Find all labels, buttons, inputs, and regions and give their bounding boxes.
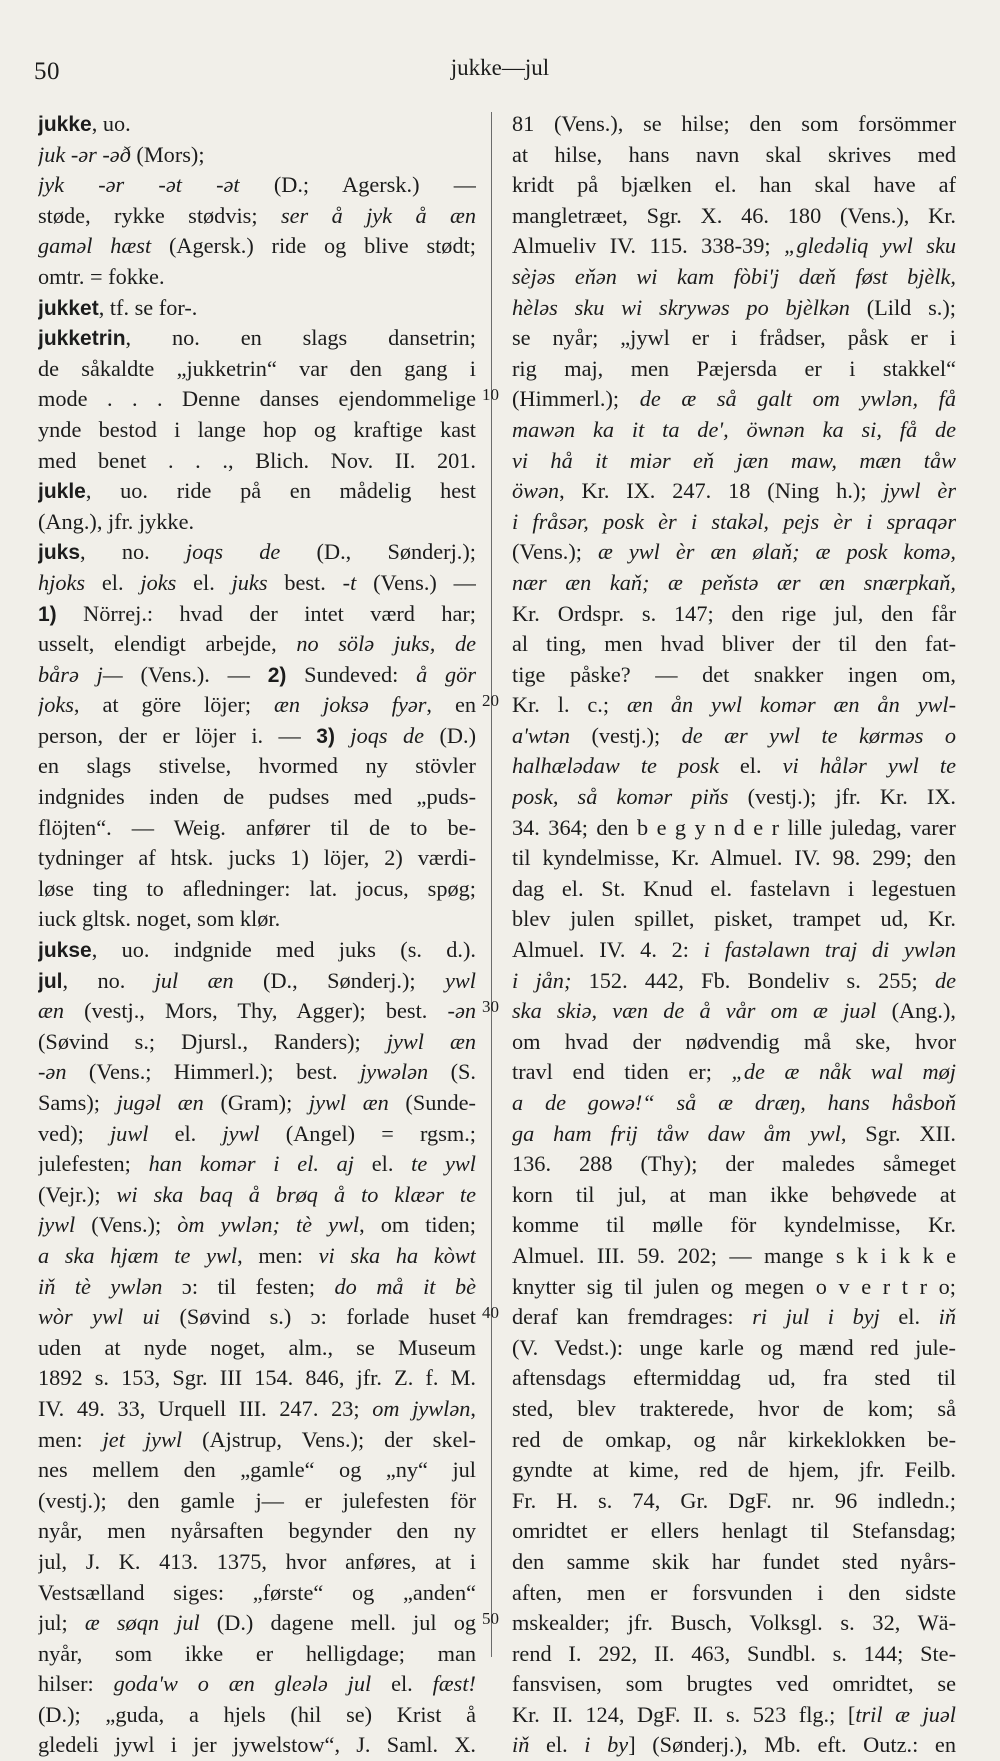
right-column-line: a de gowə!“ så æ dræŋ, hans håsboň <box>512 1090 956 1115</box>
left-column-line: IV. 49. 33, Urquell III. 247. 23; om jywlən, <box>38 1395 476 1421</box>
right-column-line: aften, men er forsvunden i den sidste <box>512 1579 956 1605</box>
left-column-line: de såkaldte „jukketrin“ var den gang i <box>38 355 476 381</box>
line-number-20: 20 <box>482 691 499 710</box>
right-column-line: mskealder; jfr. Busch, Volksgl. s. 32, Wä- <box>512 1610 956 1636</box>
left-column-line: ynde bestod i lange hop og kraftige kast <box>38 416 476 442</box>
right-column-line: om hvad der nødvendig må ske, hvor <box>512 1028 956 1054</box>
right-column-line: ga ham frij tåw daw åm ywl, Sgr. XII. <box>512 1120 956 1146</box>
left-column-line: ved); juwl el. jywl (Angel) = rgsm.; <box>38 1120 476 1146</box>
line-number-30: 30 <box>482 997 499 1016</box>
left-column-line: støde, rykke stødvis; ser å jyk å æn <box>38 202 476 228</box>
left-column-line: joks, at göre löjer; æn joksə fyər, en <box>38 692 476 718</box>
left-column-line: men: jet jywl (Ajstrup, Vens.); der skel- <box>38 1426 476 1452</box>
right-column <box>512 109 956 1761</box>
right-column-line: kridt på bjælken el. han skal have af <box>512 172 956 198</box>
left-column-line: jukle, uo. ride på en mådelig hest <box>38 478 476 504</box>
left-column-line: person, der er löjer i. — 3) joqs de (D.) <box>38 722 476 748</box>
left-column-line: indgnides inden de pudses med „puds- <box>38 784 476 810</box>
left-column-line: med benet . . ., Blich. Nov. II. 201. <box>38 447 476 473</box>
left-column-line: bårə j— (Vens.). — 2) Sundeved: å gör <box>38 661 476 687</box>
left-column-line: jul, J. K. 413. 1375, hvor anføres, at i <box>38 1548 476 1574</box>
left-column-line: en slags stivelse, hvormed ny stövler <box>38 753 476 779</box>
left-column-line: (Vejr.); wi ska baq å brøq å to klæər te <box>38 1181 476 1207</box>
left-column <box>38 109 476 1761</box>
right-column-line: tige påske? — det snakker ingen om, <box>512 661 956 687</box>
left-column-line: juk -ər -əð (Mors); <box>38 141 205 167</box>
left-column-line: nyår, men nyårsaften begynder den ny <box>38 1518 476 1544</box>
right-column-line: komme til mølle för kyndelmisse, Kr. <box>512 1212 956 1238</box>
left-column-line: jul; æ søqn jul (D.) dagene mell. jul og <box>38 1610 476 1636</box>
left-column-line: mode . . . Denne danses ejendommelige <box>38 386 476 412</box>
right-column-line: omridtet er ellers henlagt til Stefansdag; <box>512 1518 956 1544</box>
right-column-line: Kr. II. 124, DgF. II. s. 523 flg.; [tril æ juəl <box>512 1701 956 1727</box>
right-column-line: fansvisen, som brugtes ved omridtet, se <box>512 1671 956 1697</box>
right-column-line: korn til jul, at man ikke behøvede at <box>512 1181 956 1207</box>
right-column-line: rend I. 292, II. 463, Sundbl. s. 144; Ste- <box>512 1640 956 1666</box>
line-number-50: 50 <box>482 1609 499 1628</box>
right-column-line: (Himmerl.); de æ så galt om ywlən, få <box>512 386 956 412</box>
right-column-line: ska skiə, væn de å vår om æ juəl (Ang.), <box>512 998 956 1024</box>
right-column-line: blev julen spillet, pisket, trampet ud, Kr. <box>512 906 956 932</box>
right-column-line: deraf kan fremdrages: ri jul i byj el. iň <box>512 1304 956 1330</box>
left-column-line: juks, no. joqs de (D., Sønderj.); <box>38 539 476 565</box>
right-column-line: mawən ka it ta de', öwnən ka si, få de <box>512 416 956 442</box>
left-column-line: iuck gltsk. noget, som klør. <box>38 906 281 932</box>
left-column-line: (D.); „guda, a hjels (hil se) Krist å <box>38 1701 476 1727</box>
right-column-line: i jån; 152. 442, Fb. Bondeliv s. 255; de <box>512 967 956 993</box>
left-column-line: løse ting to afledninger: lat. jocus, spøg; <box>38 875 476 901</box>
left-column-line: (Ang.), jfr. jykke. <box>38 508 195 534</box>
right-column-line: a'wtən (vestj.); de ær ywl te kørməs o <box>512 722 956 748</box>
left-column-line: wòr ywl ui (Søvind s.) ɔ: forlade huset <box>38 1304 476 1330</box>
left-column-line: æn (vestj., Mors, Thy, Agger); best. -ən <box>38 998 476 1024</box>
left-column-line: jukketrin, no. en slags dansetrin; <box>38 325 476 351</box>
right-column-line: sèjəs eňən wi kam fòbi'j dæň føst bjèlk, <box>512 263 956 289</box>
right-column-line: halhælədaw te posk el. vi hålər ywl te <box>512 753 956 779</box>
left-column-line: jyk -ər -ət -ət (D.; Agersk.) — <box>38 172 476 198</box>
right-column-line: posk, så komər piňs (vestj.); jfr. Kr. IX. <box>512 784 956 810</box>
right-column-line: vi hå it miər eň jæn maw, mæn tåw <box>512 447 956 473</box>
left-column-line: jukse, uo. indgnide med juks (s. d.). <box>38 937 476 963</box>
right-column-line: red de omkap, og når kirkeklokken be- <box>512 1426 956 1452</box>
left-column-line: jukket, tf. se for-. <box>38 294 198 320</box>
right-column-line: Kr. l. c.; æn ån ywl komər æn ån ywl- <box>512 692 956 718</box>
right-column-line: Almuel. IV. 4. 2: i fastəlawn traj di ywlən <box>512 937 956 963</box>
left-column-line: jukke, uo. <box>38 111 131 136</box>
right-column-line: (V. Vedst.): unge karle og mænd red jule- <box>512 1334 956 1360</box>
left-column-line: nyår, som ikke er helligdage; man <box>38 1640 476 1666</box>
left-column-line: gaməl hæst (Agersk.) ride og blive stødt; <box>38 233 476 259</box>
right-column-line: Fr. H. s. 74, Gr. DgF. nr. 96 indledn.; <box>512 1487 956 1513</box>
right-column-line: travl end tiden er; „de æ nåk wal møj <box>512 1059 956 1085</box>
right-column-line: dag el. St. Knud el. fastelavn i legestuen <box>512 875 956 901</box>
right-column-line: gyndte at kime, red de hjem, jfr. Feilb. <box>512 1457 956 1483</box>
right-column-line: iň el. i by] (Sønderj.), Mb. eft. Outz.: en <box>512 1732 956 1758</box>
right-column-line: öwən, Kr. IX. 247. 18 (Ning h.); jywl èr <box>512 478 956 504</box>
left-column-line: 1) Nörrej.: hvad der intet værd har; <box>38 600 476 626</box>
right-column-line: Almuel. III. 59. 202; — mange s k i k k e <box>512 1242 956 1268</box>
left-column-line: jul, no. jul æn (D., Sønderj.); ywl <box>38 967 476 993</box>
right-column-line: Kr. Ordspr. s. 147; den rige jul, den får <box>512 600 956 626</box>
left-column-line: flöjten“. — Weig. anfører til de to be- <box>38 814 476 840</box>
right-column-line: sted, blev trakterede, hvor de kom; så <box>512 1395 956 1421</box>
right-column-line: rig maj, men Pæjersda er i stakkel“ <box>512 355 956 381</box>
left-column-line: iň tè ywlən ɔ: til festen; do må it bè <box>38 1273 476 1299</box>
running-title: jukke—jul <box>450 55 550 80</box>
right-column-line: 34. 364; den b e g y n d e r lille juledag, varer <box>512 814 956 840</box>
right-column-line: 136. 288 (Thy); der maledes såmeget <box>512 1151 956 1177</box>
page-number: 50 <box>34 58 60 85</box>
left-column-line: omtr. = fokke. <box>38 263 165 289</box>
left-column-line: (vestj.); den gamle j— er julefesten för <box>38 1487 476 1513</box>
right-column-line: den samme skik har fundet sted nyårs- <box>512 1548 956 1574</box>
right-column-line: 81 (Vens.), se hilse; den som forsömmer <box>512 111 956 136</box>
left-column-line: hjoks el. joks el. juks best. -t (Vens.) — <box>38 569 476 595</box>
right-column-line: se nyår; „jywl er i frådser, påsk er i <box>512 325 956 351</box>
right-column-line: knytter sig til julen og megen o v e r t r o; <box>512 1273 956 1299</box>
right-column-line: mangletræet, Sgr. X. 46. 180 (Vens.), Kr. <box>512 202 956 228</box>
left-column-line: uden at nyde noget, alm., se Museum <box>38 1334 476 1360</box>
left-column-line: 1892 s. 153, Sgr. III 154. 846, jfr. Z. f. M. <box>38 1365 476 1391</box>
right-column-line: nær æn kaň; æ peňstə ær æn snærpkaň, <box>512 569 956 595</box>
left-column-line: a ska hjæm te ywl, men: vi ska ha kòwt <box>38 1242 476 1268</box>
line-number-40: 40 <box>482 1303 499 1322</box>
left-column-line: julefesten; han komər i el. aj el. te ywl <box>38 1151 476 1177</box>
right-column-line: (Vens.); æ ywl èr æn ølaň; æ posk komə, <box>512 539 956 565</box>
left-column-line: nes mellem den „gamle“ og „ny“ jul <box>38 1457 476 1483</box>
line-number-10: 10 <box>482 385 499 404</box>
left-column-line: jywl (Vens.); òm ywlən; tè ywl, om tiden; <box>38 1212 476 1238</box>
left-column-line: -ən (Vens.; Himmerl.); best. jywələn (S. <box>38 1059 476 1085</box>
left-column-line: hilser: goda'w o æn gleələ jul el. fæst! <box>38 1671 476 1697</box>
right-column-line: aftensdags eftermiddag ud, fra sted til <box>512 1365 956 1391</box>
right-column-line: til kyndelmisse, Kr. Almuel. IV. 98. 299; den <box>512 845 956 871</box>
left-column-line: Sams); jugəl æn (Gram); jywl æn (Sunde- <box>38 1090 476 1115</box>
left-column-line: tydninger af htsk. jucks 1) löjer, 2) værdi- <box>38 845 476 871</box>
right-column-line: hèləs sku wi skrywəs po bjèlkən (Lild s.); <box>512 294 956 320</box>
left-column-line: usselt, elendigt arbejde, no sölə juks, de <box>38 631 476 657</box>
right-column-line: al ting, men hvad bliver der til den fat- <box>512 631 956 657</box>
right-column-line: at hilse, hans navn skal skrives med <box>512 141 956 167</box>
right-column-line: i fråsər, posk èr i stakəl, pejs èr i spraqər <box>512 508 956 534</box>
right-column-line: Almueliv IV. 115. 338-39; „gledəliq ywl sku <box>512 233 956 259</box>
left-column-line: (Søvind s.; Djursl., Randers); jywl æn <box>38 1028 476 1054</box>
column-divider <box>491 112 492 1657</box>
left-column-line: Vestsælland siges: „første“ og „anden“ <box>38 1579 476 1605</box>
left-column-line: gledeli jywl i jer jywelstow“, J. Saml. X. <box>38 1732 476 1758</box>
